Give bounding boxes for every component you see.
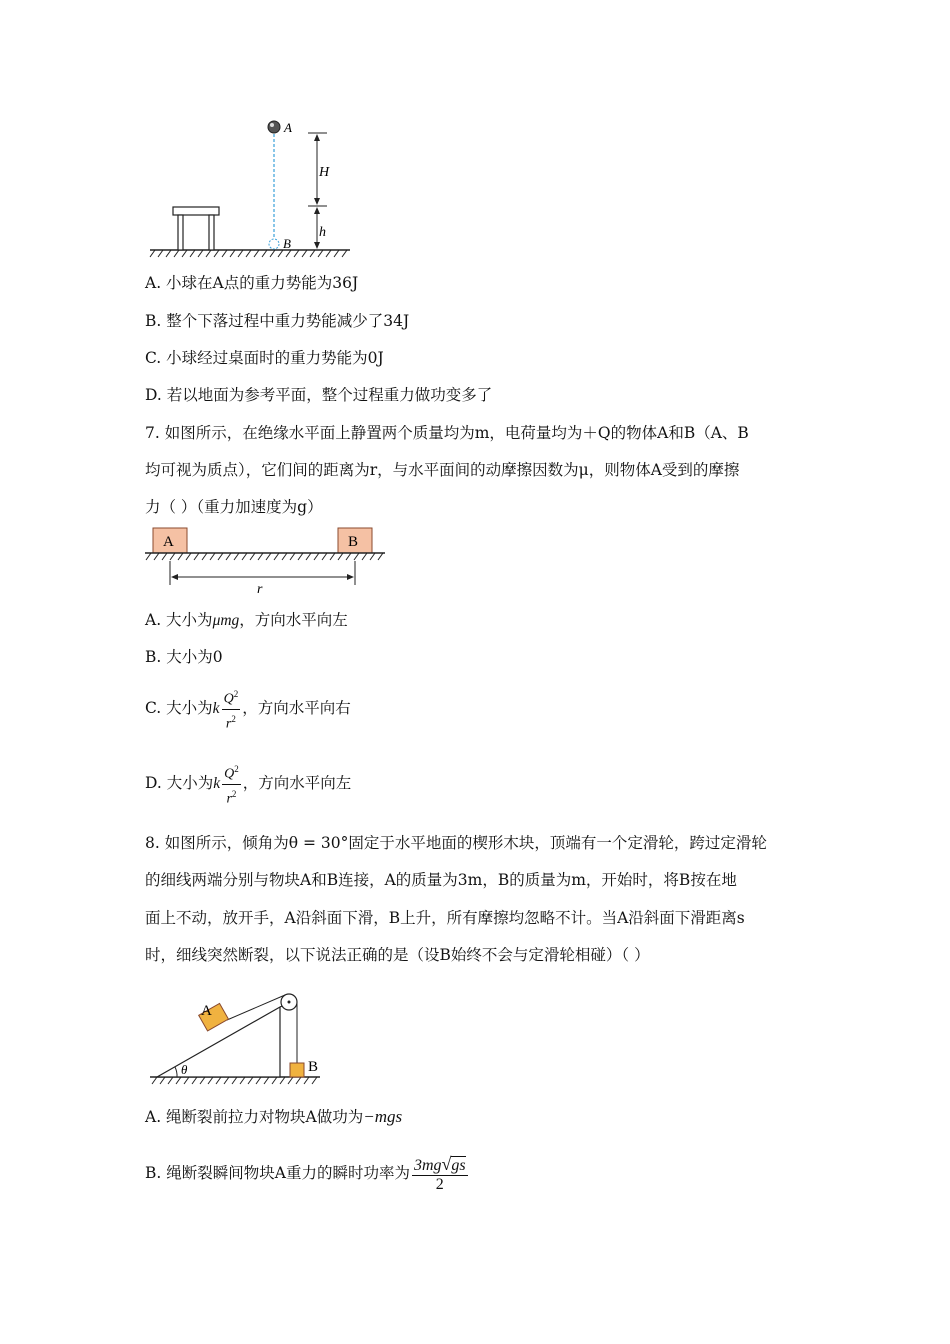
table bbox=[173, 207, 219, 250]
q7-stem-line3: 力（ ）（重力加速度为g） bbox=[145, 498, 323, 516]
q7-option-c[interactable] bbox=[145, 685, 351, 733]
block-b bbox=[290, 1063, 304, 1077]
q7-option-a-prefix: A. 大小为 bbox=[145, 611, 213, 629]
q6-option-b[interactable]: B. 整个下落过程中重力势能减少了34J bbox=[145, 312, 410, 330]
coulomb-k: k bbox=[213, 775, 221, 793]
q7-option-b[interactable]: B. 大小为0 bbox=[145, 648, 223, 666]
coulomb-k: k bbox=[212, 700, 220, 718]
q8-option-b-prefix: B. 绳断裂瞬间物块A重力的瞬时功率为 bbox=[145, 1164, 410, 1182]
label-theta: θ bbox=[181, 1062, 188, 1077]
block-b-label: B bbox=[308, 1059, 319, 1075]
label-H: H bbox=[319, 165, 330, 180]
q8-stem-line1: 8. 如图所示，倾角为θ = 30°固定于水平地面的楔形木块，顶端有一个定滑轮，跨过定滑轮 bbox=[145, 834, 767, 852]
q7-option-a-expr: μmg bbox=[212, 612, 240, 629]
q7-option-d-suffix: ，方向水平向左 bbox=[242, 774, 352, 793]
q8-option-b[interactable] bbox=[145, 1148, 470, 1198]
coulomb-fraction: $\frac{Q^2}{r^2}$ bbox=[222, 685, 241, 733]
q7-option-a[interactable] bbox=[145, 610, 348, 631]
q7-option-d[interactable] bbox=[145, 760, 351, 808]
block-a-label: A bbox=[201, 1003, 212, 1019]
label-h: h bbox=[319, 225, 326, 240]
q6-option-c[interactable]: C. 小球经过桌面时的重力势能为0J bbox=[145, 349, 384, 367]
q8-stem-line4: 时，细线突然断裂，以下说法正确的是（设B始终不会与定滑轮相碰）（ ） bbox=[145, 946, 650, 964]
label-a: A bbox=[284, 120, 292, 135]
ball-b bbox=[269, 239, 279, 249]
q7-stem-line1: 7. 如图所示，在绝缘水平面上静置两个质量均为m，电荷量均为＋Q的物体A和B（A、B bbox=[145, 424, 749, 442]
q8-stem-line2: 的细线两端分别与物块A和B连接，A的质量为3m，B的质量为m，开始时，将B按在地 bbox=[145, 871, 737, 889]
ball-a bbox=[268, 121, 280, 133]
q6-option-a[interactable]: A. 小球在A点的重力势能为36J bbox=[145, 274, 359, 292]
figure-two-charges bbox=[145, 525, 390, 600]
q7-option-c-prefix: C. 大小为 bbox=[145, 699, 213, 718]
block-a-label: A bbox=[163, 534, 174, 550]
q8-option-a-expr: −mgs bbox=[363, 1107, 403, 1126]
figure-wedge-pulley bbox=[145, 980, 330, 1090]
label-b: B bbox=[283, 236, 291, 251]
ground-hatch bbox=[150, 250, 347, 257]
label-r: r bbox=[257, 582, 263, 597]
q7-option-c-suffix: ，方向水平向右 bbox=[242, 699, 351, 718]
q6-option-d[interactable]: D. 若以地面为参考平面，整个过程重力做功变多了 bbox=[145, 386, 493, 404]
ground-hatch bbox=[152, 1077, 317, 1084]
figure-ball-drop bbox=[145, 115, 360, 263]
coulomb-fraction: $\frac{Q^2}{r^2}$ bbox=[222, 760, 241, 808]
q7-option-a-suffix: ，方向水平向左 bbox=[239, 611, 348, 629]
q7-option-d-prefix: D. 大小为 bbox=[145, 774, 214, 793]
q7-stem-line2: 均可视为质点），它们间的距离为r，与水平面间的动摩擦因数为μ，则物体A受到的摩擦 bbox=[145, 461, 740, 479]
q8-option-a-prefix: A. 绳断裂前拉力对物块A做功为 bbox=[145, 1108, 364, 1126]
q8-stem-line3: 面上不动，放开手，A沿斜面下滑，B上升，所有摩擦均忽略不计。当A沿斜面下滑距离s bbox=[145, 909, 745, 927]
block-b-label: B bbox=[348, 534, 359, 550]
q8-option-a[interactable] bbox=[145, 1107, 402, 1127]
power-fraction: $\frac{3mg√gs}{2}$ bbox=[413, 1153, 466, 1193]
surface-hatch bbox=[146, 553, 383, 560]
